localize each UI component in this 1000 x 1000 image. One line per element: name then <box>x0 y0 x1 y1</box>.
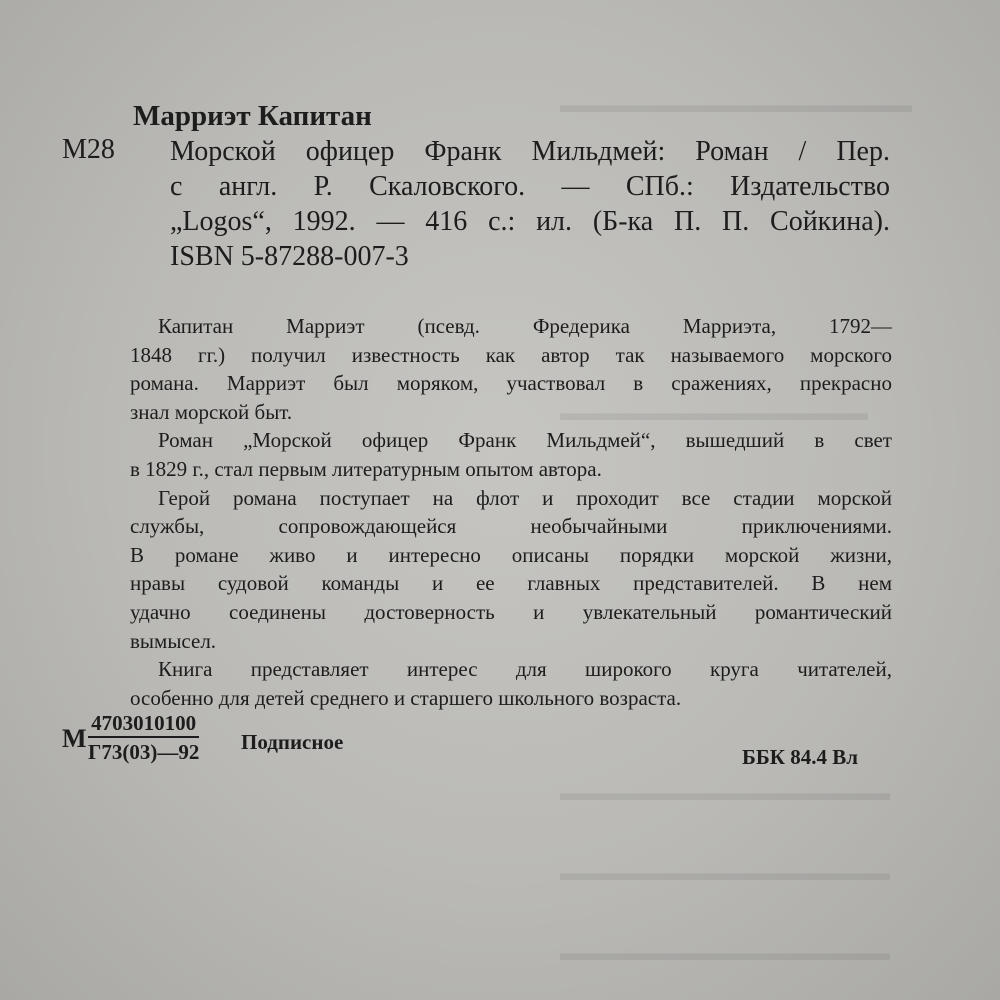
bib-line: с англ. Р. Скаловского. — СПб.: Издательство <box>170 171 890 202</box>
bibliographic-record <box>170 134 890 274</box>
subscription-label: Подписное <box>241 730 344 754</box>
abstract-line: особенно для детей среднего и старшего школьного возраста. <box>130 685 682 710</box>
bleed-through-texture: ▬▬▬▬▬▬▬▬▬▬▬▬▬▬▬ <box>560 940 890 965</box>
abstract-line: 1848 гг.) получил известность как автор так называемого морского <box>130 342 892 367</box>
abstract-line: В романе живо и интересно описаны порядки морской жизни, <box>130 542 892 567</box>
fraction-denominator: Г73(03)—92 <box>88 740 200 764</box>
abstract-line: службы, сопровождающейся необычайными приключениями. <box>130 514 892 539</box>
abstract-line: Роман „Морской офицер Франк Мильдмей“, вышедший в свет <box>158 428 892 453</box>
bib-line: „Logos“, 1992. — 416 с.: ил. (Б-ка П. П. Сойкина). <box>170 206 890 237</box>
bleed-through-texture: ▬▬▬▬▬▬▬▬▬▬▬▬▬▬▬▬ <box>560 92 912 117</box>
isbn-line: ISBN 5-87288-007-3 <box>170 241 409 272</box>
abstract-line: Капитан Марриэт (псевд. Фредерика Марриэта, 1792— <box>158 314 892 338</box>
annotation <box>130 312 892 712</box>
catalog-code: М28 <box>62 134 115 165</box>
abstract-line: Книга представляет интерес для широкого круга читателей, <box>158 657 892 682</box>
abstract-line: Герой романа поступает на флот и проходит все стадии морской <box>158 485 892 510</box>
bbk-code: ББК 84.4 Вл <box>742 745 859 769</box>
abstract-line: нравы судовой команды и ее главных представителей. В нем <box>130 571 892 596</box>
bleed-through-texture: ▬▬▬▬▬▬▬▬▬▬▬▬▬▬▬ <box>560 780 890 805</box>
footer-letter: М <box>62 724 87 753</box>
bleed-through-texture: ▬▬▬▬▬▬▬▬▬▬▬▬▬▬▬ <box>560 860 890 885</box>
abstract-line: вымысел. <box>130 628 217 653</box>
author-heading: Марриэт Капитан <box>133 100 372 132</box>
abstract-line: в 1829 г., стал первым литературным опытом автора. <box>130 456 602 481</box>
fraction-numerator: 4703010100 <box>88 710 199 738</box>
abstract-line: знал морской быт. <box>130 399 293 424</box>
bib-line: Морской офицер Франк Мильдмей: Роман / Пер. <box>170 136 890 167</box>
catalog-fraction <box>88 710 199 766</box>
abstract-line: удачно соединены достоверность и увлекательный романтический <box>130 599 892 624</box>
abstract-line: романа. Марриэт был моряком, участвовал в сражениях, прекрасно <box>130 371 892 396</box>
bleed-through-texture: ▬▬▬▬▬▬▬▬▬▬▬▬▬▬ <box>560 400 868 425</box>
